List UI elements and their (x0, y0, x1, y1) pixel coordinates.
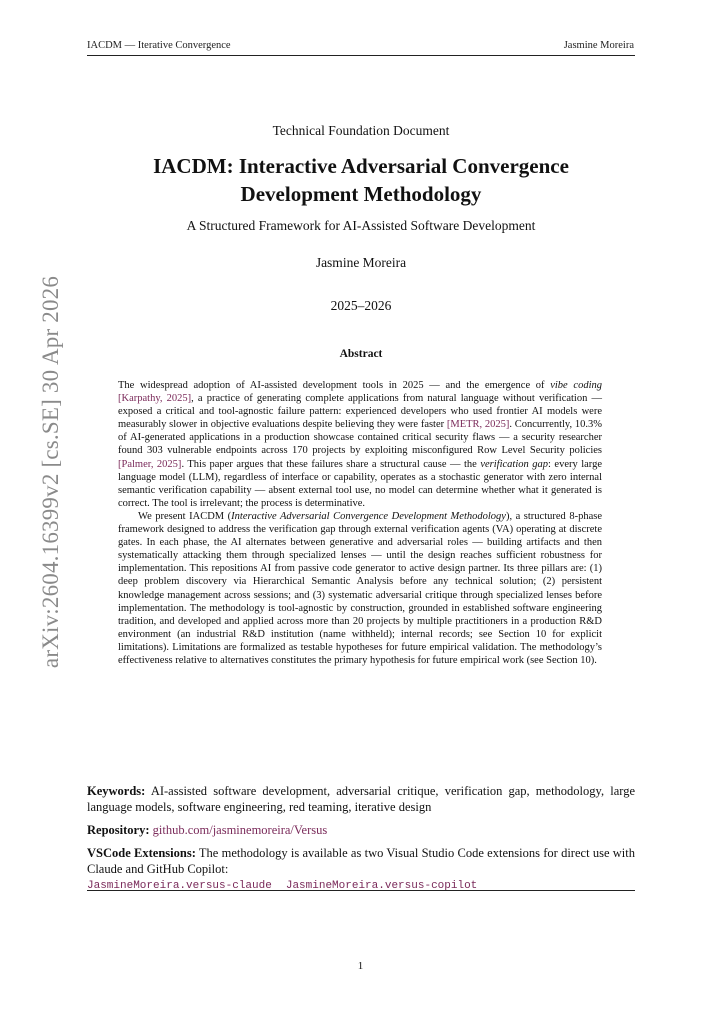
repository-label: Repository: (87, 823, 150, 837)
citation-link[interactable]: [Karpathy, 2025] (118, 393, 192, 405)
abstract-heading: Abstract (339, 348, 383, 360)
keywords-section (87, 783, 635, 815)
publication-date: 2025–2026 (330, 298, 392, 313)
abstract-text: . Concurrently, 10.3% of AI-generated applications in a production showcase contained critical security flaws — a security researcher found 303 vulnerable endpoints across 170 projects by exploiting misconfigured Row Level Security policies (118, 419, 602, 457)
citation-link[interactable]: [METR, 2025] (446, 419, 510, 431)
extension-claude-link[interactable]: JasmineMoreira.versus-claude (87, 880, 272, 892)
keywords-label: Keywords: (87, 784, 146, 798)
emphasis-methodology-name: Interactive Adversarial Convergence Development Methodology (231, 510, 506, 522)
running-header-right: Jasmine Moreira (563, 40, 634, 51)
page-number: 1 (357, 960, 364, 972)
abstract-text: ), a structured 8-phase framework designed to address the verification gap through external verification agents (VA) operating at discrete gates. In each phase, the AI alternates between generative and adversarial roles — building artifacts and then systematically attacking them through specialized lenses — until the design reaches sufficient robustness for implementation. This repositions AI from passive code generator to active design partner. Its three pillars are: (1) deep problem discovery via Hierarchical Semantic Analysis before any technical solution; (2) persistent knowledge management across sessions; and (3) systematic adversarial critique through specialized lenses before implementation. The methodology is tool-agnostic by construction, grounded in established software engineering tradition, and developed and applied across more than 20 projects by multiple practitioners in a production R&D environment (an industrial R&D institution (name withheld); internal records; see Section 10 for explicit limitations). Limitations are formalized as testable hypotheses for future empirical validation. The methodology’s effectiveness relative to alternatives constitutes the primary hypothesis for future empirical work (see Section 10). (118, 510, 602, 666)
abstract-text: The widespread adoption of AI-assisted development tools in 2025 — and the emergence of (118, 380, 551, 391)
author-name: Jasmine Moreira (315, 255, 407, 270)
running-header-left: IACDM — Iterative Convergence (87, 40, 231, 51)
abstract-text: . This paper argues that these failures share a structural cause — the (181, 458, 481, 470)
abstract-body (118, 379, 602, 667)
title-line-1: IACDM: Interactive Adversarial Convergence (153, 154, 569, 178)
repository-section (87, 822, 635, 838)
paper-title (87, 152, 635, 208)
vscode-section (87, 845, 635, 893)
emphasis-verification-gap: verification gap (480, 458, 548, 470)
extension-copilot-link[interactable]: JasmineMoreira.versus-copilot (285, 880, 478, 892)
emphasis-vibe-coding: vibe coding (550, 380, 602, 391)
section-rule (87, 890, 635, 891)
vscode-label: VSCode Extensions: (87, 846, 196, 860)
abstract-text: : every large language model (LLM), regardless of interface or capability, operates as a stochastic generator with zero internal semantic verification capability — absent external tool use, no model can determine whether what it generated is correct. The tool is irrelevant; the process is determinative. (118, 458, 603, 509)
vscode-text: The methodology is available as two Visual Studio Code extensions for direct use with Claude and GitHub Copilot: (87, 846, 635, 876)
abstract-paragraph-1 (118, 379, 602, 510)
keywords-text: AI-assisted software development, adversarial critique, verification gap, methodology, large language models, software engineering, red teaming, iterative design (87, 784, 636, 814)
repository-link[interactable]: github.com/jasminemoreira/Versus (152, 823, 328, 837)
header-rule (87, 55, 635, 56)
arxiv-stamp: arXiv:2604.16399v2 [cs.SE] 30 Apr 2026 (38, 275, 63, 669)
abstract-text: We present IACDM ( (138, 510, 232, 522)
title-line-2: Development Methodology (240, 182, 482, 206)
abstract-text: , a practice of generating complete applications from natural language without verification — exposed a critical and tool-agnostic failure pattern: experienced developers who used frontier AI models were measurably slower in objective evaluations despite believing they were faster (118, 393, 602, 431)
abstract-paragraph-2 (118, 510, 602, 667)
citation-link[interactable]: [Palmer, 2025] (118, 458, 182, 470)
paper-subtitle: A Structured Framework for AI-Assisted Software Development (186, 218, 536, 233)
document-type: Technical Foundation Document (272, 123, 450, 138)
